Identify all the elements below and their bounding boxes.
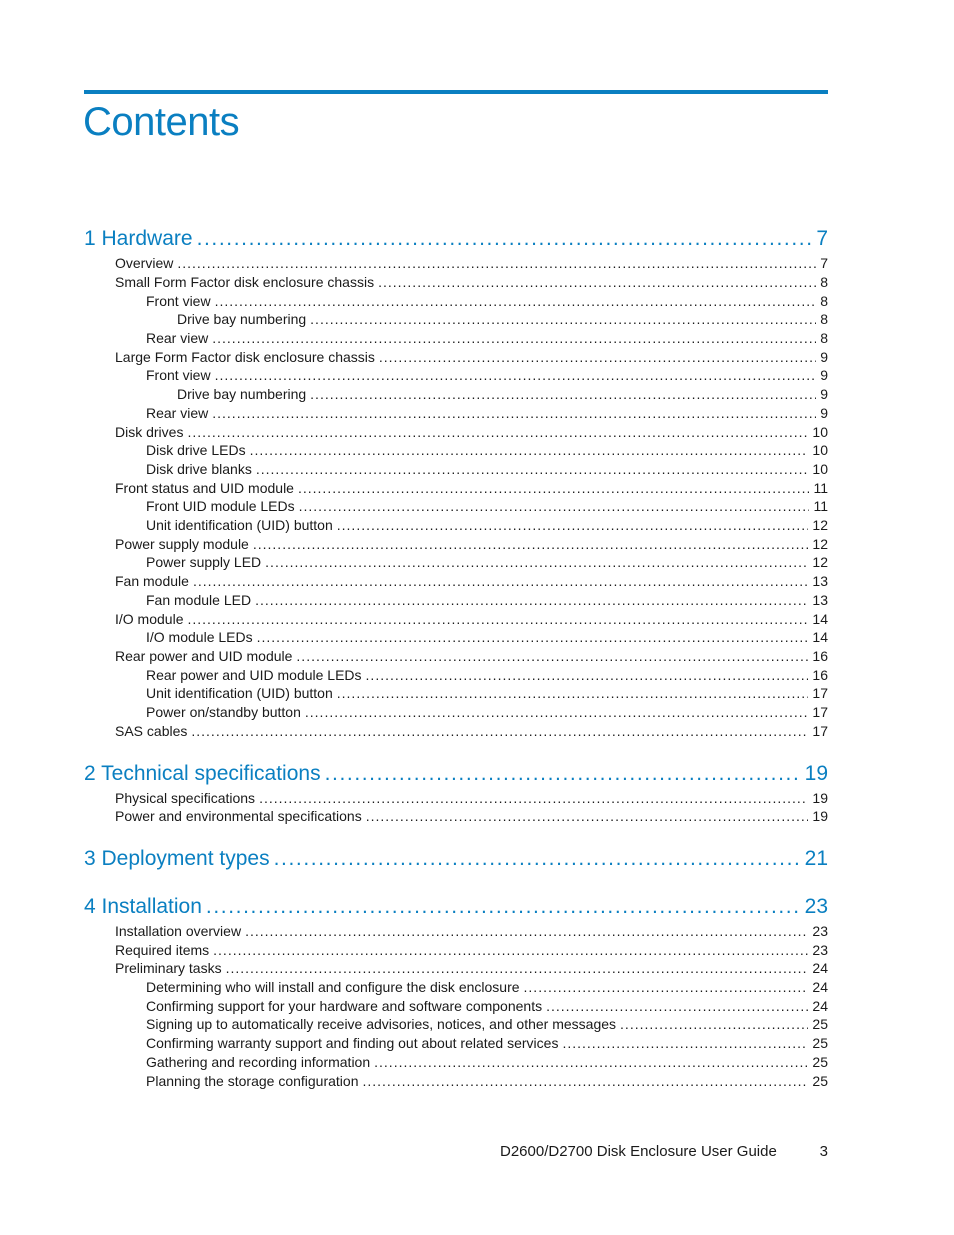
toc-dot-leader xyxy=(259,790,808,806)
toc-entry[interactable] xyxy=(146,498,828,516)
toc-dot-leader xyxy=(337,685,809,701)
toc-entry-label: Installation overview xyxy=(115,923,242,939)
toc-entry-page-number: 17 xyxy=(812,704,828,720)
toc-entry[interactable] xyxy=(115,723,828,741)
toc-dot-leader xyxy=(379,349,816,365)
toc-entry[interactable] xyxy=(146,685,828,703)
toc-dot-leader xyxy=(362,1073,808,1089)
toc-entry-page-number: 23 xyxy=(804,895,828,918)
toc-entry-label: Front view xyxy=(146,367,211,383)
toc-entry[interactable] xyxy=(115,424,828,442)
toc-entry-page-number: 13 xyxy=(812,573,828,589)
toc-entry-page-number: 14 xyxy=(812,629,828,645)
toc-entry-page-number: 10 xyxy=(812,461,828,477)
toc-chapter-entry[interactable] xyxy=(84,847,828,873)
toc-entry[interactable] xyxy=(115,942,828,960)
toc-dot-leader xyxy=(250,442,809,458)
toc-entry-label: SAS cables xyxy=(115,723,188,739)
toc-entry-page-number: 11 xyxy=(813,480,828,496)
toc-entry-label: Large Form Factor disk enclosure chassis xyxy=(115,349,375,365)
toc-dot-leader xyxy=(374,1054,808,1070)
toc-dot-leader xyxy=(197,227,813,251)
toc-entry-page-number: 16 xyxy=(812,667,828,683)
toc-entry-page-number: 17 xyxy=(812,685,828,701)
toc-entry-label: 3 Deployment types xyxy=(84,847,270,870)
toc-entry-label: I/O module LEDs xyxy=(146,629,253,645)
toc-entry-page-number: 19 xyxy=(812,790,828,806)
toc-entry[interactable] xyxy=(146,517,828,535)
toc-dot-leader xyxy=(187,611,808,627)
toc-entry-label: Power and environmental specifications xyxy=(115,808,362,824)
toc-entry[interactable] xyxy=(146,979,828,997)
toc-entry-page-number: 8 xyxy=(820,311,828,327)
toc-entry-page-number: 19 xyxy=(804,762,828,785)
toc-dot-leader xyxy=(325,762,801,786)
toc-dot-leader xyxy=(298,480,809,496)
toc-entry-page-number: 25 xyxy=(812,1054,828,1070)
toc-dot-leader xyxy=(274,847,801,871)
toc-entry[interactable] xyxy=(115,648,828,666)
toc-entry[interactable] xyxy=(146,1035,828,1053)
toc-entry-page-number: 7 xyxy=(816,227,828,250)
toc-entry-page-number: 25 xyxy=(812,1035,828,1051)
toc-dot-leader xyxy=(177,255,816,271)
toc-entry-label: Overview xyxy=(115,255,174,271)
toc-dot-leader xyxy=(524,979,809,995)
toc-dot-leader xyxy=(337,517,809,533)
toc-entry-label: Confirming warranty support and finding out about related services xyxy=(146,1035,559,1051)
toc-entry[interactable] xyxy=(146,592,828,610)
toc-entry-label: Signing up to automatically receive advisories, notices, and other messages xyxy=(146,1016,617,1032)
toc-entry-page-number: 23 xyxy=(812,942,828,958)
toc-entry-label: Fan module LED xyxy=(146,592,252,608)
toc-entry[interactable] xyxy=(146,1073,828,1091)
toc-entry-label: Rear power and UID module LEDs xyxy=(146,667,362,683)
toc-dot-leader xyxy=(378,274,816,290)
toc-dot-leader xyxy=(299,498,810,514)
toc-entry-label: Drive bay numbering xyxy=(177,386,307,402)
toc-entry[interactable] xyxy=(146,405,828,423)
toc-entry[interactable] xyxy=(115,480,828,498)
toc-entry-label: Drive bay numbering xyxy=(177,311,307,327)
toc-entry-label: Rear view xyxy=(146,330,209,346)
toc-entry-label: Front view xyxy=(146,293,211,309)
toc-entry-page-number: 9 xyxy=(820,386,828,402)
toc-entry-label: Preliminary tasks xyxy=(115,960,222,976)
toc-dot-leader xyxy=(213,942,808,958)
toc-entry-page-number: 17 xyxy=(812,723,828,739)
toc-entry[interactable] xyxy=(115,790,828,808)
toc-entry[interactable] xyxy=(115,255,828,273)
toc-entry-label: Unit identification (UID) button xyxy=(146,517,333,533)
toc-entry[interactable] xyxy=(115,960,828,978)
toc-entry[interactable] xyxy=(146,1054,828,1072)
toc-dot-leader xyxy=(215,367,817,383)
toc-entry-label: Disk drives xyxy=(115,424,184,440)
toc-entry-label: Power on/standby button xyxy=(146,704,301,720)
toc-entry-page-number: 23 xyxy=(812,923,828,939)
footer-page-number: 3 xyxy=(819,1143,828,1160)
toc-entry[interactable] xyxy=(115,923,828,941)
toc-chapter-entry[interactable] xyxy=(84,762,828,788)
toc-entry-page-number: 24 xyxy=(812,979,828,995)
toc-entry-label: I/O module xyxy=(115,611,184,627)
toc-entry-page-number: 9 xyxy=(820,405,828,421)
toc-dot-leader xyxy=(206,895,801,919)
toc-entry-page-number: 12 xyxy=(812,536,828,552)
toc-entry-page-number: 24 xyxy=(812,960,828,976)
toc-entry[interactable] xyxy=(146,998,828,1016)
toc-entry[interactable] xyxy=(146,704,828,722)
toc-entry[interactable] xyxy=(115,349,828,367)
toc-entry-label: Disk drive LEDs xyxy=(146,442,246,458)
toc-chapter-entry[interactable] xyxy=(84,895,828,921)
toc-entry-label: 4 Installation xyxy=(84,895,202,918)
toc-dot-leader xyxy=(256,461,809,477)
toc-entry[interactable] xyxy=(146,461,828,479)
toc-dot-leader xyxy=(257,629,809,645)
toc-entry-label: Required items xyxy=(115,942,210,958)
toc-entry-label: Rear power and UID module xyxy=(115,648,293,664)
toc-entry-label: Fan module xyxy=(115,573,189,589)
toc-dot-leader xyxy=(305,704,809,720)
toc-entry-label: Power supply LED xyxy=(146,554,262,570)
toc-entry-page-number: 25 xyxy=(812,1073,828,1089)
toc-dot-leader xyxy=(265,554,808,570)
toc-entry-page-number: 9 xyxy=(820,349,828,365)
toc-dot-leader xyxy=(296,648,808,664)
toc-entry[interactable] xyxy=(177,311,828,329)
toc-entry[interactable] xyxy=(146,629,828,647)
toc-entry[interactable] xyxy=(146,554,828,572)
toc-entry-label: Unit identification (UID) button xyxy=(146,685,333,701)
toc-entry[interactable] xyxy=(146,367,828,385)
toc-entry[interactable] xyxy=(177,386,828,404)
toc-entry-label: Front UID module LEDs xyxy=(146,498,295,514)
toc-entry-page-number: 8 xyxy=(820,293,828,309)
toc-entry-label: Determining who will install and configure the disk enclosure xyxy=(146,979,520,995)
toc-entry-page-number: 12 xyxy=(812,517,828,533)
page-title: Contents xyxy=(83,100,240,144)
toc-dot-leader xyxy=(620,1016,808,1032)
toc-entry-page-number: 12 xyxy=(812,554,828,570)
footer-guide-title: D2600/D2700 Disk Enclosure User Guide xyxy=(500,1143,777,1160)
title-rule xyxy=(84,90,828,94)
toc-dot-leader xyxy=(310,311,816,327)
toc-dot-leader xyxy=(212,330,816,346)
toc-entry-label: Physical specifications xyxy=(115,790,256,806)
toc-entry[interactable] xyxy=(115,611,828,629)
toc-entry-page-number: 7 xyxy=(820,255,828,271)
toc-dot-leader xyxy=(245,923,808,939)
toc-entry-page-number: 10 xyxy=(812,424,828,440)
toc-dot-leader xyxy=(310,386,816,402)
toc-entry-label: 2 Technical specifications xyxy=(84,762,321,785)
toc-entry-page-number: 9 xyxy=(820,367,828,383)
toc-dot-leader xyxy=(562,1035,808,1051)
toc-entry-label: Planning the storage configuration xyxy=(146,1073,359,1089)
toc-dot-leader xyxy=(546,998,808,1014)
toc-entry[interactable] xyxy=(115,808,828,826)
toc-entry[interactable] xyxy=(115,536,828,554)
toc-entry-page-number: 10 xyxy=(812,442,828,458)
toc-dot-leader xyxy=(212,405,816,421)
toc-dot-leader xyxy=(255,592,808,608)
toc-entry-page-number: 13 xyxy=(812,592,828,608)
toc-entry-label: 1 Hardware xyxy=(84,227,193,250)
toc-dot-leader xyxy=(366,808,809,824)
toc-entry-page-number: 16 xyxy=(812,648,828,664)
toc-dot-leader xyxy=(187,424,808,440)
toc-dot-leader xyxy=(191,723,808,739)
toc-entry-label: Confirming support for your hardware and software components xyxy=(146,998,543,1014)
toc-entry-label: Disk drive blanks xyxy=(146,461,252,477)
toc-entry[interactable] xyxy=(146,330,828,348)
toc-entry-page-number: 11 xyxy=(813,498,828,514)
toc-dot-leader xyxy=(366,667,809,683)
toc-entry[interactable] xyxy=(146,667,828,685)
toc-dot-leader xyxy=(215,293,817,309)
toc-dot-leader xyxy=(253,536,809,552)
toc-entry-label: Rear view xyxy=(146,405,209,421)
toc-entry-page-number: 21 xyxy=(804,847,828,870)
toc-entry-page-number: 14 xyxy=(812,611,828,627)
toc-entry[interactable] xyxy=(146,293,828,311)
toc-entry-label: Small Form Factor disk enclosure chassis xyxy=(115,274,375,290)
toc-entry-page-number: 19 xyxy=(812,808,828,824)
toc-entry-page-number: 8 xyxy=(820,330,828,346)
toc-entry[interactable] xyxy=(115,573,828,591)
toc-entry-page-number: 8 xyxy=(820,274,828,290)
toc-entry-label: Power supply module xyxy=(115,536,249,552)
toc-entry-page-number: 24 xyxy=(812,998,828,1014)
toc-chapter-entry[interactable] xyxy=(84,227,828,253)
toc-dot-leader xyxy=(193,573,808,589)
toc-entry[interactable] xyxy=(146,442,828,460)
toc-entry-label: Gathering and recording information xyxy=(146,1054,371,1070)
toc-entry-label: Front status and UID module xyxy=(115,480,294,496)
toc-dot-leader xyxy=(226,960,809,976)
toc-entry-page-number: 25 xyxy=(812,1016,828,1032)
toc-entry[interactable] xyxy=(146,1016,828,1034)
toc-entry[interactable] xyxy=(115,274,828,292)
